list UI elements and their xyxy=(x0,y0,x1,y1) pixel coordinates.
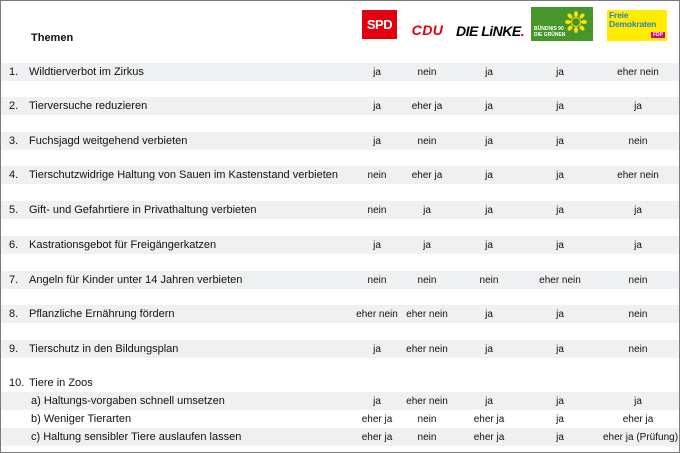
table-row xyxy=(1,166,679,184)
gruene-answer: ja xyxy=(556,343,564,355)
fdp-logo-tag: FDP xyxy=(653,32,663,38)
linke-answer: nein xyxy=(479,274,499,286)
fdp-logo-line2: Demokraten xyxy=(609,19,657,29)
gruene-logo-line2: DIE GRÜNEN xyxy=(534,32,566,38)
cdu-answer: eher ja xyxy=(411,100,443,112)
fdp-logo xyxy=(607,10,667,41)
spd-answer: ja xyxy=(373,239,381,251)
row-number: 4. xyxy=(9,169,19,181)
spd-answer: ja xyxy=(373,66,381,78)
fdp-answer: ja xyxy=(634,100,642,112)
table-row xyxy=(1,132,679,150)
gruene-answer: ja xyxy=(556,413,564,425)
cdu-answer: eher ja xyxy=(411,169,443,181)
cdu-answer: ja xyxy=(423,204,431,216)
gruene-answer: ja xyxy=(556,169,564,181)
cdu-answer: eher nein xyxy=(406,308,448,320)
table-row xyxy=(1,97,679,115)
row-number: 10. xyxy=(9,377,25,389)
cdu-logo xyxy=(406,21,449,38)
spd-answer: nein xyxy=(367,169,387,181)
table-sub-row xyxy=(1,428,679,446)
sub-row-label: c) Haltung sensibler Tiere auslaufen lassen xyxy=(31,431,242,443)
sunflower-icon xyxy=(565,11,587,33)
cdu-answer: nein xyxy=(417,413,437,425)
row-topic: Tierversuche reduzieren xyxy=(29,100,148,112)
themen-header: Themen xyxy=(31,32,74,44)
cdu-answer: eher nein xyxy=(406,395,448,407)
linke-answer: ja xyxy=(485,343,493,355)
linke-logo xyxy=(456,22,526,40)
spd-logo-text: SPD xyxy=(366,17,393,32)
table-row xyxy=(1,201,679,219)
fdp-answer: ja xyxy=(634,395,642,407)
row-number: 6. xyxy=(9,239,19,251)
row-topic: Tierschutzwidrige Haltung von Sauen im Kastenstand verbieten xyxy=(29,169,338,181)
fdp-answer: nein xyxy=(628,135,648,147)
table-row xyxy=(1,340,679,358)
sub-row-label: a) Haltungs-vorgaben schnell umsetzen xyxy=(31,395,225,407)
linke-answer: ja xyxy=(485,395,493,407)
row-number: 2. xyxy=(9,100,19,112)
linke-logo-dot: . xyxy=(520,23,525,39)
spd-answer: eher ja xyxy=(361,431,393,443)
gruene-answer: ja xyxy=(556,239,564,251)
row-number: 7. xyxy=(9,274,19,286)
fdp-answer: nein xyxy=(628,343,648,355)
cdu-answer: nein xyxy=(417,431,437,443)
row-number: 9. xyxy=(9,343,19,355)
linke-answer: ja xyxy=(485,239,493,251)
fdp-answer: eher nein xyxy=(617,66,659,78)
row-topic: Pflanzliche Ernährung fördern xyxy=(29,308,175,320)
row-topic: Tiere in Zoos xyxy=(29,377,93,389)
row-number: 8. xyxy=(9,308,19,320)
gruene-answer: ja xyxy=(556,395,564,407)
fdp-logo-line1: Freie xyxy=(609,10,629,20)
spd-answer: eher ja xyxy=(361,413,393,425)
fdp-answer: nein xyxy=(628,308,648,320)
sub-row-label: b) Weniger Tierarten xyxy=(31,413,132,425)
row-topic: Angeln für Kinder unter 14 Jahren verbieten xyxy=(29,274,243,286)
linke-answer: ja xyxy=(485,100,493,112)
row-topic: Tierschutz in den Bildungsplan xyxy=(29,343,179,355)
spd-answer: ja xyxy=(373,135,381,147)
gruene-answer: ja xyxy=(556,66,564,78)
cdu-answer: ja xyxy=(423,239,431,251)
fdp-answer: eher ja xyxy=(622,413,654,425)
gruene-logo xyxy=(531,7,593,41)
spd-logo xyxy=(362,10,397,39)
spd-answer: nein xyxy=(367,204,387,216)
table-row xyxy=(1,271,679,289)
fdp-answer: ja xyxy=(634,239,642,251)
fdp-answer: eher ja (Prüfung) xyxy=(603,431,679,443)
cdu-logo-text: CDU xyxy=(411,21,444,38)
cdu-answer: eher nein xyxy=(406,343,448,355)
fdp-answer: ja xyxy=(634,204,642,216)
linke-answer: ja xyxy=(485,169,493,181)
table-sub-row xyxy=(1,392,679,410)
gruene-answer: ja xyxy=(556,431,564,443)
linke-answer: ja xyxy=(485,66,493,78)
gruene-answer: ja xyxy=(556,204,564,216)
spd-answer: eher nein xyxy=(356,308,398,320)
row-topic: Kastrationsgebot für Freigängerkatzen xyxy=(29,239,217,251)
linke-answer: eher ja xyxy=(473,413,505,425)
cdu-answer: nein xyxy=(417,66,437,78)
spd-answer: nein xyxy=(367,274,387,286)
gruene-answer: ja xyxy=(556,100,564,112)
gruene-answer: ja xyxy=(556,135,564,147)
linke-answer: eher ja xyxy=(473,431,505,443)
linke-logo-text: DIE LiNKE xyxy=(456,23,521,39)
fdp-answer: nein xyxy=(628,274,648,286)
table-row xyxy=(1,305,679,323)
table-header xyxy=(1,1,679,57)
table-row xyxy=(1,63,679,81)
fdp-answer: eher nein xyxy=(617,169,659,181)
row-number: 3. xyxy=(9,135,19,147)
linke-answer: ja xyxy=(485,308,493,320)
cdu-answer: nein xyxy=(417,135,437,147)
linke-answer: ja xyxy=(485,135,493,147)
cdu-answer: nein xyxy=(417,274,437,286)
row-topic: Wildtierverbot im Zirkus xyxy=(29,66,144,78)
gruene-answer: eher nein xyxy=(539,274,581,286)
gruene-answer: ja xyxy=(556,308,564,320)
row-topic: Gift- und Gefahrtiere in Privathaltung verbieten xyxy=(29,204,257,216)
spd-answer: ja xyxy=(373,395,381,407)
row-number: 1. xyxy=(9,66,19,78)
spd-answer: ja xyxy=(373,343,381,355)
linke-answer: ja xyxy=(485,204,493,216)
gruene-logo-line1: BÜNDNIS 90 xyxy=(534,26,564,32)
table-row xyxy=(1,236,679,254)
spd-answer: ja xyxy=(373,100,381,112)
row-number: 5. xyxy=(9,204,19,216)
row-topic: Fuchsjagd weitgehend verbieten xyxy=(29,135,188,147)
